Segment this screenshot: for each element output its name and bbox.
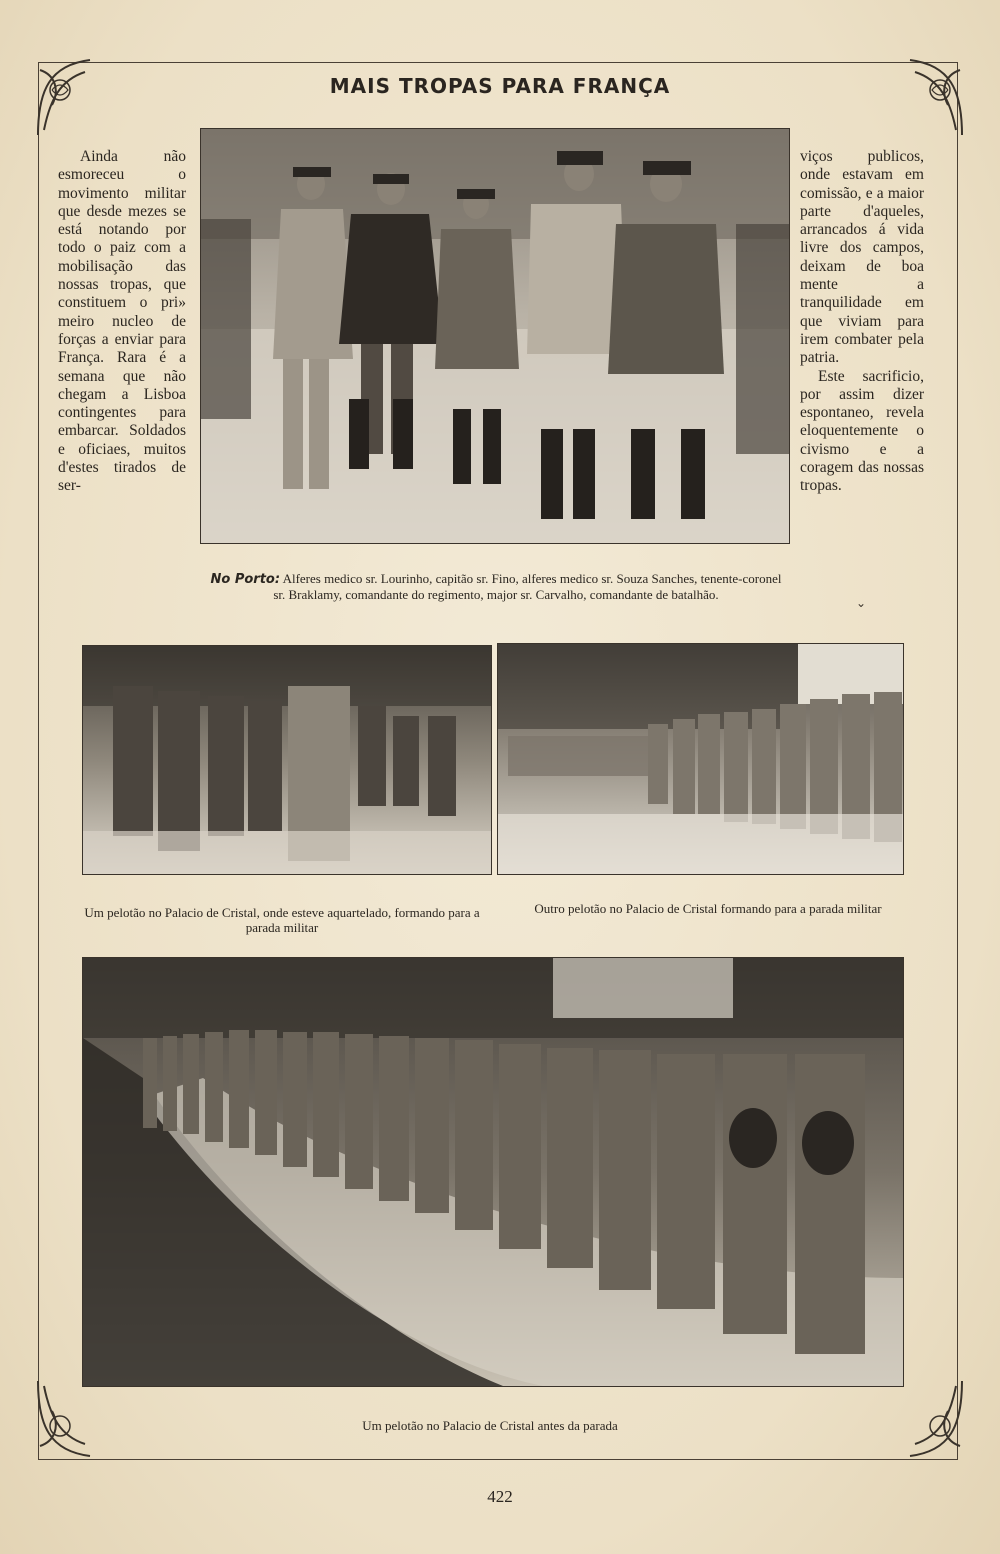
caption-middle-right: Outro pelotão no Palacio de Cristal formando para a parada militar — [534, 901, 882, 916]
corner-ornament-bottom-left — [30, 1376, 102, 1466]
article-title: MAIS TROPAS PARA FRANÇA — [329, 74, 671, 98]
corner-ornament-top-right — [898, 50, 970, 140]
photo-platoon-bottom — [82, 957, 904, 1387]
corner-ornament-bottom-right — [898, 1376, 970, 1466]
caption-lead: No Porto: — [210, 572, 281, 587]
photo-platoon-right — [497, 643, 904, 875]
caption-middle-left: Um pelotão no Palacio de Cristal, onde esteve aquartelado, formando para a parada militar — [84, 905, 480, 935]
caption-top-text: Alferes medico sr. Lourinho, capitão sr. Fino, alferes medico sr. Souza Sanches, tenente-coronel sr. Braklamy, comandante do regimento, major sr. Carvalho, comandante de batalhão. — [273, 571, 782, 602]
page-number: 422 — [487, 1487, 513, 1506]
right-text-column — [800, 148, 924, 496]
left-text-column: Ainda não esmoreceu o movimento militar que desde mezes se está notando por todo o paiz com a mobilisação das nossas tropas, que constituem o pri» meiro nucleo de forças a enviar para França. Rara é a semana que não chegam a Lisboa contingentes para embarcar. Soldados e oficiaes, muitos d'estes tirados de ser- — [58, 148, 186, 495]
caption-top-photo — [206, 571, 786, 602]
caption-bottom: Um pelotão no Palacio de Cristal antes da parada — [362, 1418, 618, 1433]
ornament-mark: ⌄ — [856, 596, 867, 610]
corner-ornament-top-left — [30, 50, 102, 140]
photo-officers-porto — [200, 128, 790, 544]
photo-platoon-left — [82, 645, 492, 875]
right-paragraph-2: Este sacrificio, por assim dizer espontaneo, revela eloquentemente o civismo e a coragem das nossas tropas. — [800, 367, 924, 495]
right-paragraph-1: viços publicos, onde estavam em comissão, e a maior parte d'aqueles, arrancados á vida livre dos campos, deixam de boa mente a tranquilidade em que viviam para irem combater pela patria. — [800, 148, 924, 367]
